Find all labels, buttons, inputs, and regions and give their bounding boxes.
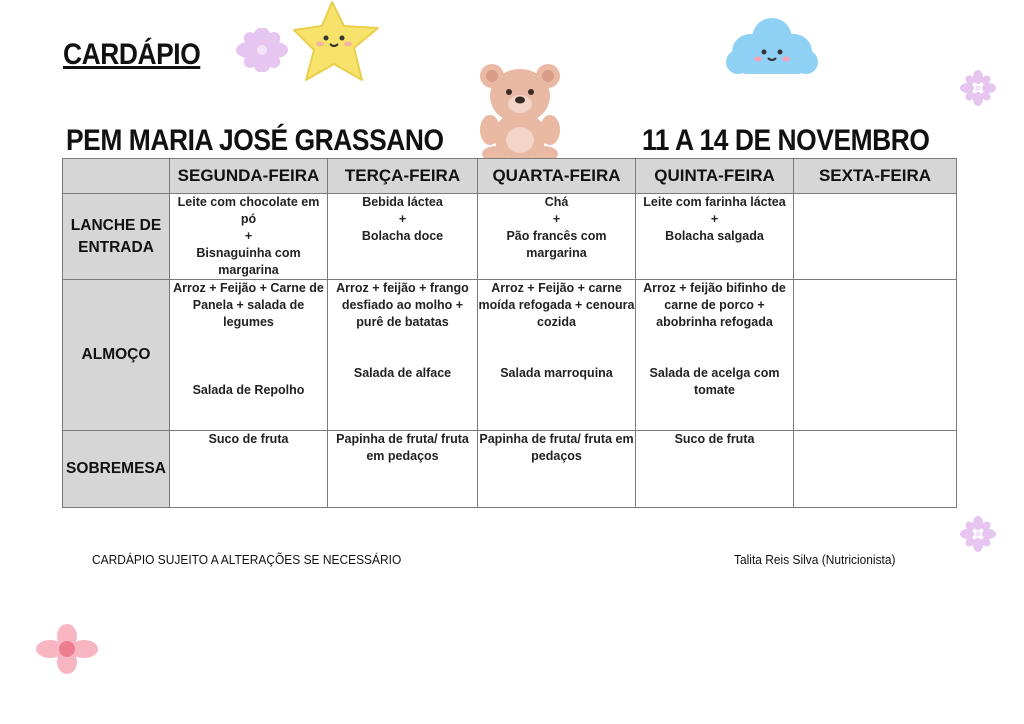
table-row [63,431,957,508]
menu-item: Arroz + feijão + frango desfiado ao molho + purê de batatas [336,281,469,329]
menu-salad: Salada de acelga com tomate [649,366,780,397]
menu-item: Arroz + feijão bifinho de carne de porco + abobrinha refogada [643,281,786,329]
menu-salad: Salada de Repolho [192,383,305,397]
menu-cell [636,194,794,280]
menu-plus: + [398,212,407,226]
menu-plus: + [552,212,561,226]
row-label-lanche [63,194,170,280]
menu-item: Leite com farinha láctea [643,195,786,209]
menu-item: Bolacha salgada [665,229,764,243]
menu-item: Arroz + Feijão + Carne de Panela + salada de legumes [173,281,324,329]
menu-item: Papinha de fruta/ fruta em pedaços [336,432,469,463]
menu-item: Bisnaguinha com margarina [196,246,301,277]
day-header: SEGUNDA-FEIRA [170,159,328,194]
menu-plus: + [710,212,719,226]
menu-item: Leite com chocolate em pó [177,195,320,226]
menu-cell [478,194,636,280]
date-range: 11 A 14 DE NOVEMBRO [642,124,930,157]
row-label-sobremesa [63,431,170,508]
row-label-almoco [63,280,170,431]
menu-item: Papinha de fruta/ fruta em pedaços [479,432,634,463]
menu-item: Bebida láctea [362,195,443,209]
row-label-line: ALMOÇO [81,346,151,363]
flower-icon [230,28,294,72]
menu-cell [328,280,478,431]
school-name: PEM MARIA JOSÉ GRASSANO [66,124,444,157]
menu-cell-empty [794,431,957,508]
table-row [63,194,957,280]
menu-item: Pão francês com margarina [506,229,607,260]
table-corner [63,159,170,194]
menu-item: Suco de fruta [674,432,755,446]
menu-cell-empty [794,194,957,280]
menu-cell [328,431,478,508]
menu-plus: + [244,229,253,243]
menu-cell [636,280,794,431]
row-label-line: SOBREMESA [66,460,166,477]
menu-item: Arroz + Feijão + carne moída refogada + cenoura cozida [478,281,635,329]
menu-cell [170,194,328,280]
menu-salad: Salada de alface [353,366,452,380]
table-header-row [63,159,957,194]
menu-cell [170,280,328,431]
menu-cell [328,194,478,280]
day-header: QUARTA-FEIRA [478,159,636,194]
menu-item: Suco de fruta [208,432,289,446]
menu-cell [478,431,636,508]
menu-table [62,158,957,508]
cloud-icon [724,12,820,82]
flower-icon [960,516,996,552]
menu-cell [170,431,328,508]
page-title: CARDÁPIO [63,38,201,71]
row-label-line: LANCHE DE [70,216,162,234]
nutritionist-signature: Talita Reis Silva (Nutricionista) [734,552,896,567]
menu-salad: Salada marroquina [500,366,613,380]
day-header: TERÇA-FEIRA [328,159,478,194]
menu-item: Chá [544,195,569,209]
day-header: SEXTA-FEIRA [794,159,957,194]
menu-item: Bolacha doce [361,229,444,243]
menu-cell [478,280,636,431]
footer-note: CARDÁPIO SUJEITO A ALTERAÇÕES SE NECESSÁRIO [92,552,402,567]
teddy-bear-icon [472,60,568,162]
menu-cell-empty [794,280,957,431]
flower-pink-icon [36,624,98,674]
row-label-line: ENTRADA [78,238,154,256]
table-row [63,280,957,431]
star-icon [292,0,382,84]
day-header: QUINTA-FEIRA [636,159,794,194]
flower-icon [960,70,996,106]
menu-cell [636,431,794,508]
